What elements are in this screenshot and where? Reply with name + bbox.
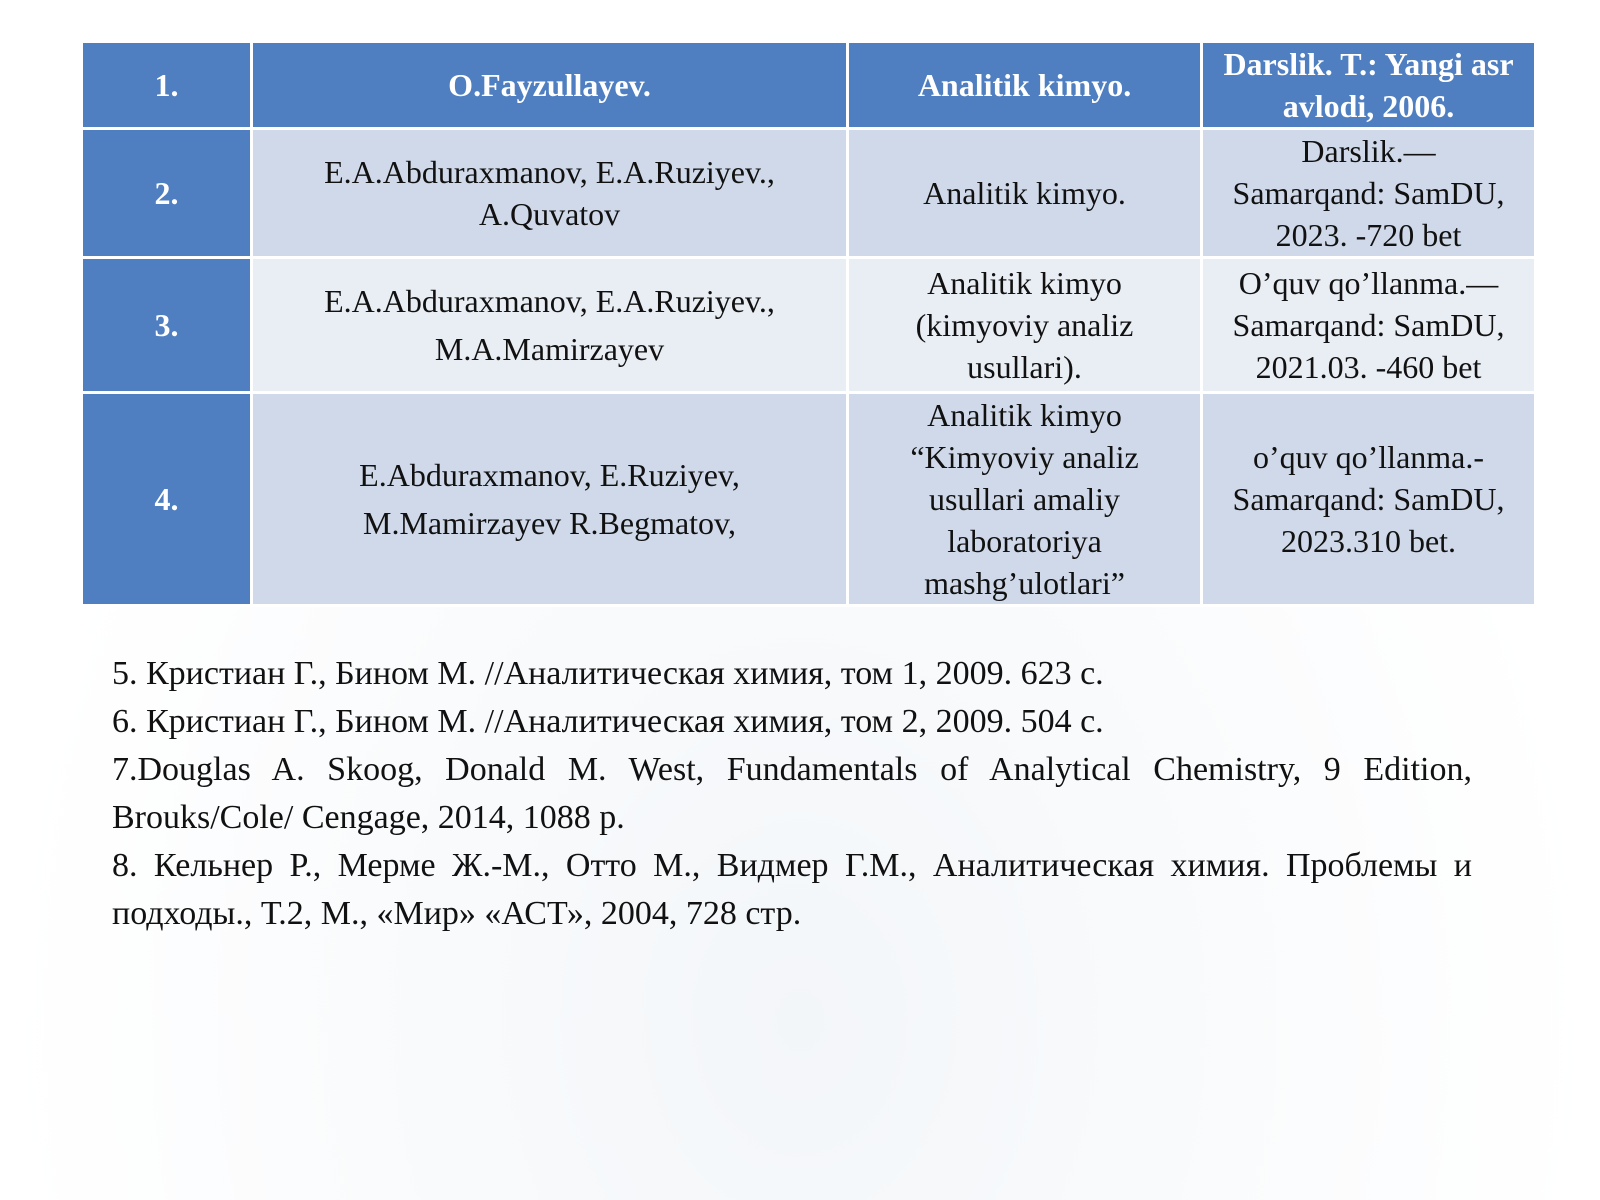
authors-cell [252,393,848,606]
title-cell: Analitik kimyo. [848,42,1202,129]
publisher-line: Samarqand: SamDU, [1232,175,1505,211]
literature-table [80,40,1537,607]
publisher-line: O’quv qo’llanma.— [1238,265,1499,301]
reference-list [112,650,1472,938]
publisher-line: o’quv qo’llanma.- [1252,439,1485,475]
reference-item: 6. Кристиан Г., Бином М. //Аналитическая химия, том 2, 2009. 504 с. [112,703,1104,740]
title-line: mashg’ulotlari” [924,565,1125,601]
publisher-line: Darslik.— [1301,133,1436,169]
title-cell: Analitik kimyo. [848,129,1202,258]
publisher-line: 2021.03. -460 bet [1255,349,1482,385]
title-line: Analitik kimyo [927,397,1122,433]
row-number: 1. [82,42,252,129]
authors-cell [252,129,848,258]
reference-item: 7.Douglas A. Skoog, Donald M. West, Fundamentals of Analytical Chemistry, 9 Edition, Brouks/Cole/ Cengage, 2014, 1088 p. [112,751,1472,836]
row-number: 3. [82,258,252,393]
publisher-line: 2023. -720 bet [1275,217,1462,253]
publisher-line: Samarqand: SamDU, [1232,481,1505,517]
title-line: usullari amaliy [928,481,1121,517]
authors-line: E.Abduraxmanov, E.Ruziyev, [359,457,740,493]
authors-cell [252,258,848,393]
publisher-cell [1202,258,1536,393]
reference-item: 8. Кельнер Р., Мерме Ж.-М., Отто М., Видмер Г.М., Аналитическая химия. Проблемы и подходы., Т.2, М., «Мир» «АСТ», 2004, 728 стр. [112,847,1472,932]
title-line: (kimyoviy analiz [915,307,1134,343]
authors-line: M.A.Mamirzayev [434,331,665,367]
publisher-line: Samarqand: SamDU, [1232,307,1505,343]
row-number: 4. [82,393,252,606]
publisher-cell [1202,393,1536,606]
title-line: laboratoriya [947,523,1102,559]
authors-cell: O.Fayzullayev. [252,42,848,129]
publisher-line: 2023.310 bet. [1280,523,1457,559]
table-row [82,42,1536,129]
title-line: usullari). [967,349,1082,385]
table-row [82,129,1536,258]
row-number: 2. [82,129,252,258]
title-cell [848,393,1202,606]
title-line: “Kimyoviy analiz [910,439,1139,475]
title-cell [848,258,1202,393]
authors-line: E.A.Abduraxmanov, E.A.Ruziyev., [324,283,775,319]
publisher-cell [1202,129,1536,258]
table-row [82,258,1536,393]
table-row [82,393,1536,606]
authors-line: E.A.Abduraxmanov, E.A.Ruziyev., [324,154,775,190]
title-line: Analitik kimyo [927,265,1122,301]
reference-item: 5. Кристиан Г., Бином М. //Аналитическая химия, том 1, 2009. 623 с. [112,655,1104,692]
publisher-cell: Darslik. T.: Yangi asr avlodi, 2006. [1202,42,1536,129]
authors-line: A.Quvatov [478,196,621,232]
authors-line: M.Mamirzayev R.Begmatov, [363,505,736,541]
